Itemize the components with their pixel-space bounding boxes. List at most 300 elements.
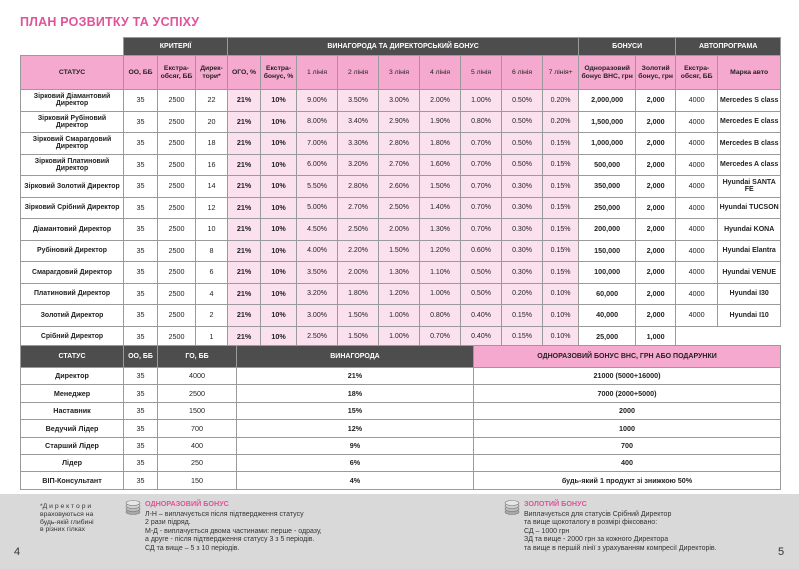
line-3-cell: 2.00% — [379, 219, 420, 241]
line-4-cell: 1.20% — [420, 240, 461, 262]
one-time-bonus-cell: 1,000,000 — [579, 133, 636, 155]
status-cell: ВІП-Консультант — [21, 472, 124, 489]
one-time-bonus-cell: 250,000 — [579, 197, 636, 219]
line-5-cell: 0.80% — [461, 111, 502, 133]
car-brand-cell: Hyundai Elantra — [718, 240, 781, 262]
line-6-cell: 0.15% — [502, 326, 543, 348]
status-reward-table — [20, 345, 781, 490]
ogo-cell: 21% — [228, 326, 261, 348]
line-6-cell: 0.50% — [502, 90, 543, 112]
bottom-header-one-time-bonus: ОДНОРАЗОВИЙ БОНУС ВНС, ГРН АБО ПОДАРУНКИ — [474, 346, 781, 368]
oo-cell: 35 — [124, 420, 158, 437]
one-time-line: а друге - після підтвердження статусу 3 з 5 періодів. — [145, 536, 315, 544]
status-cell: Зірковий Рубіновий Директор — [21, 111, 124, 133]
line-1-cell: 4.50% — [297, 219, 338, 241]
status-cell: Смарагдовий Директор — [21, 262, 124, 284]
table-row — [21, 283, 781, 305]
one-time-bonus-title: ОДНОРАЗОВИЙ БОНУС — [145, 499, 229, 508]
extra-bonus-cell: 10% — [261, 90, 297, 112]
line-7-cell: 0.20% — [543, 111, 579, 133]
line-2-cell: 3.50% — [338, 90, 379, 112]
table-row — [21, 154, 781, 176]
ogo-cell: 21% — [228, 133, 261, 155]
extra-volume-cell: 2500 — [158, 219, 196, 241]
table-row — [21, 472, 781, 489]
directors-cell: 16 — [196, 154, 228, 176]
one-time-line: М-Д - виплачується двома частинами: перше - одразу, — [145, 527, 322, 535]
extra-volume-cell: 2500 — [158, 240, 196, 262]
line-3-cell: 1.00% — [379, 305, 420, 327]
extra-volume-cell: 2500 — [158, 283, 196, 305]
extra-bonus-cell: 10% — [261, 133, 297, 155]
gold-line: та вище щокоталогу в розмірі фіксовано: — [524, 519, 658, 527]
one-time-bonus-cell: 2,000,000 — [579, 90, 636, 112]
oo-cell: 35 — [124, 262, 158, 284]
coins-icon — [503, 498, 521, 516]
line-5-cell: 0.60% — [461, 240, 502, 262]
line-3-cell: 1.50% — [379, 240, 420, 262]
line-6-cell: 0.50% — [502, 111, 543, 133]
status-cell: Золотий Директор — [21, 305, 124, 327]
header-extra-volume: Екстра-обсяг, ББ — [158, 56, 196, 90]
one-time-bonus-cell: 25,000 — [579, 326, 636, 348]
oo-cell: 35 — [124, 385, 158, 402]
one-time-bonus-cell: 1000 — [474, 420, 781, 437]
one-time-line: Л-Н – виплачується після підтвердження статусу — [145, 510, 304, 518]
line-5-cell: 0.70% — [461, 219, 502, 241]
line-1-cell: 3.20% — [297, 283, 338, 305]
line-7-cell: 0.15% — [543, 262, 579, 284]
directors-cell: 20 — [196, 111, 228, 133]
one-time-line: СД та вище – 5 з 10 періодів. — [145, 544, 240, 552]
status-cell: Лідер — [21, 454, 124, 471]
auto-extra-cell: 4000 — [676, 90, 718, 112]
group-bonuses: БОНУСИ — [579, 38, 676, 56]
extra-volume-cell: 2500 — [158, 133, 196, 155]
table-row — [21, 420, 781, 437]
footnote-line: враховуються на — [40, 510, 94, 518]
line-1-cell: 3.50% — [297, 262, 338, 284]
line-4-cell: 2.00% — [420, 90, 461, 112]
line-7-cell: 0.10% — [543, 305, 579, 327]
auto-extra-cell: 4000 — [676, 305, 718, 327]
header-line-7: 7 лінія+ — [543, 56, 579, 90]
oo-cell: 35 — [124, 402, 158, 419]
extra-volume-cell: 2500 — [158, 176, 196, 198]
corner-blank — [21, 38, 124, 56]
header-status: СТАТУС — [21, 56, 124, 90]
line-7-cell: 0.20% — [543, 90, 579, 112]
gold-bonus-cell: 2,000 — [636, 133, 676, 155]
directors-cell: 10 — [196, 219, 228, 241]
line-4-cell: 1.90% — [420, 111, 461, 133]
line-4-cell: 0.70% — [420, 326, 461, 348]
header-directors: Дирек-тори* — [196, 56, 228, 90]
extra-volume-cell: 2500 — [158, 111, 196, 133]
extra-bonus-cell: 10% — [261, 154, 297, 176]
table-row — [21, 176, 781, 198]
gold-line: ЗД та вище - 2000 грн за кожного Директора — [524, 536, 669, 544]
gold-bonus-cell: 1,000 — [636, 326, 676, 348]
line-7-cell: 0.15% — [543, 219, 579, 241]
bottom-header-go: ГО, ББ — [158, 346, 237, 368]
group-criteria: КРИТЕРІЇ — [124, 38, 228, 56]
header-extra-bonus: Екстра-бонус, % — [261, 56, 297, 90]
extra-bonus-cell: 10% — [261, 219, 297, 241]
bottom-header-reward: ВИНАГОРОДА — [237, 346, 474, 368]
line-1-cell: 5.00% — [297, 197, 338, 219]
status-cell: Зірковий Діамантовий Директор — [21, 90, 124, 112]
line-2-cell: 3.40% — [338, 111, 379, 133]
line-4-cell: 1.80% — [420, 133, 461, 155]
table-row — [21, 90, 781, 112]
footnote-line: в різних гілках — [40, 526, 85, 534]
go-cell: 1500 — [158, 402, 237, 419]
reward-cell: 15% — [237, 402, 474, 419]
gold-line: та вище в першій лінії з урахуванням компресії Директорів. — [524, 544, 717, 552]
extra-bonus-cell: 10% — [261, 111, 297, 133]
line-2-cell: 2.80% — [338, 176, 379, 198]
line-6-cell: 0.30% — [502, 240, 543, 262]
header-line-5: 5 лінія — [461, 56, 502, 90]
directors-cell: 14 — [196, 176, 228, 198]
auto-extra-cell: 4000 — [676, 197, 718, 219]
line-6-cell: 0.30% — [502, 176, 543, 198]
ogo-cell: 21% — [228, 262, 261, 284]
line-5-cell: 0.70% — [461, 197, 502, 219]
directors-cell: 2 — [196, 305, 228, 327]
extra-volume-cell: 2500 — [158, 326, 196, 348]
gold-bonus-cell: 2,000 — [636, 111, 676, 133]
line-3-cell: 2.80% — [379, 133, 420, 155]
oo-cell: 35 — [124, 437, 158, 454]
one-time-bonus-cell: 2000 — [474, 402, 781, 419]
ogo-cell: 21% — [228, 197, 261, 219]
line-3-cell: 1.00% — [379, 326, 420, 348]
line-3-cell: 2.70% — [379, 154, 420, 176]
auto-extra-cell: 4000 — [676, 154, 718, 176]
extra-bonus-cell: 10% — [261, 176, 297, 198]
gold-bonus-cell: 2,000 — [636, 90, 676, 112]
ogo-cell: 21% — [228, 111, 261, 133]
oo-cell: 35 — [124, 240, 158, 262]
directors-cell: 18 — [196, 133, 228, 155]
oo-cell: 35 — [124, 90, 158, 112]
oo-cell: 35 — [124, 154, 158, 176]
line-6-cell: 0.30% — [502, 197, 543, 219]
line-1-cell: 7.00% — [297, 133, 338, 155]
line-7-cell: 0.15% — [543, 133, 579, 155]
one-time-bonus-cell: 1,500,000 — [579, 111, 636, 133]
reward-cell: 4% — [237, 472, 474, 489]
header-line-3: 3 лінія — [379, 56, 420, 90]
auto-extra-cell: 4000 — [676, 219, 718, 241]
line-2-cell: 3.20% — [338, 154, 379, 176]
car-brand-cell: Hyundai VENUE — [718, 262, 781, 284]
oo-cell: 35 — [124, 176, 158, 198]
bottom-header-oo: ОО, ББ — [124, 346, 158, 368]
gold-bonus-cell: 2,000 — [636, 197, 676, 219]
car-brand-cell: Hyundai I30 — [718, 283, 781, 305]
gold-bonus-cell: 2,000 — [636, 305, 676, 327]
line-1-cell: 4.00% — [297, 240, 338, 262]
extra-volume-cell: 2500 — [158, 305, 196, 327]
line-5-cell: 0.40% — [461, 326, 502, 348]
table-row — [21, 402, 781, 419]
oo-cell: 35 — [124, 283, 158, 305]
oo-cell: 35 — [124, 219, 158, 241]
one-time-bonus-cell: будь-який 1 продукт зі знижкою 50% — [474, 472, 781, 489]
header-line-6: 6 лінія — [502, 56, 543, 90]
extra-bonus-cell: 10% — [261, 197, 297, 219]
one-time-bonus-cell: 200,000 — [579, 219, 636, 241]
header-ogo: ОГО, % — [228, 56, 261, 90]
table-row — [21, 197, 781, 219]
one-time-bonus-cell: 150,000 — [579, 240, 636, 262]
reward-cell: 21% — [237, 368, 474, 385]
line-2-cell: 2.00% — [338, 262, 379, 284]
line-6-cell: 0.50% — [502, 133, 543, 155]
line-7-cell: 0.10% — [543, 326, 579, 348]
line-7-cell: 0.15% — [543, 240, 579, 262]
line-1-cell: 8.00% — [297, 111, 338, 133]
line-4-cell: 1.10% — [420, 262, 461, 284]
reward-cell: 18% — [237, 385, 474, 402]
line-2-cell: 2.20% — [338, 240, 379, 262]
ogo-cell: 21% — [228, 219, 261, 241]
ogo-cell: 21% — [228, 283, 261, 305]
directors-footnote — [40, 503, 110, 534]
line-4-cell: 1.00% — [420, 283, 461, 305]
status-cell: Срібний Директор — [21, 326, 124, 348]
car-brand-cell: Hyundai KONA — [718, 219, 781, 241]
oo-cell: 35 — [124, 111, 158, 133]
gold-bonus-cell: 2,000 — [636, 240, 676, 262]
auto-extra-cell: 4000 — [676, 111, 718, 133]
line-2-cell: 2.50% — [338, 219, 379, 241]
line-5-cell: 0.70% — [461, 133, 502, 155]
line-7-cell: 0.15% — [543, 197, 579, 219]
line-7-cell: 0.15% — [543, 154, 579, 176]
status-cell: Зірковий Золотий Директор — [21, 176, 124, 198]
extra-volume-cell: 2500 — [158, 197, 196, 219]
coins-icon — [124, 498, 142, 516]
page-number-right: 5 — [778, 546, 785, 558]
table-row — [21, 305, 781, 327]
line-3-cell: 2.50% — [379, 197, 420, 219]
one-time-bonus-cell: 500,000 — [579, 154, 636, 176]
one-time-bonus-cell: 350,000 — [579, 176, 636, 198]
gold-line: Виплачується для статусів Срібний Директор — [524, 510, 672, 518]
page-title: ПЛАН РОЗВИТКУ ТА УСПІХУ — [20, 15, 200, 29]
oo-cell: 35 — [124, 454, 158, 471]
status-cell: Діамантовий Директор — [21, 219, 124, 241]
line-1-cell: 2.50% — [297, 326, 338, 348]
one-time-bonus-note — [145, 500, 322, 553]
line-2-cell: 3.30% — [338, 133, 379, 155]
line-4-cell: 1.60% — [420, 154, 461, 176]
line-6-cell: 0.15% — [502, 305, 543, 327]
line-6-cell: 0.30% — [502, 262, 543, 284]
line-6-cell: 0.50% — [502, 154, 543, 176]
car-brand-cell: Mercedes S class — [718, 90, 781, 112]
status-cell: Директор — [21, 368, 124, 385]
car-brand-cell: Mercedes E class — [718, 111, 781, 133]
line-2-cell: 1.80% — [338, 283, 379, 305]
gold-bonus-cell: 2,000 — [636, 262, 676, 284]
footnote-line: будь-якій глибині — [40, 518, 94, 526]
one-time-bonus-cell: 40,000 — [579, 305, 636, 327]
extra-bonus-cell: 10% — [261, 240, 297, 262]
ogo-cell: 21% — [228, 154, 261, 176]
line-1-cell: 9.00% — [297, 90, 338, 112]
go-cell: 2500 — [158, 385, 237, 402]
oo-cell: 35 — [124, 472, 158, 489]
line-4-cell: 1.50% — [420, 176, 461, 198]
one-time-bonus-cell: 21000 (5000+16000) — [474, 368, 781, 385]
line-6-cell: 0.30% — [502, 219, 543, 241]
status-cell: Зірковий Срібний Директор — [21, 197, 124, 219]
extra-volume-cell: 2500 — [158, 90, 196, 112]
line-6-cell: 0.20% — [502, 283, 543, 305]
table-row — [21, 368, 781, 385]
one-time-line: 2 рази підряд. — [145, 519, 191, 527]
directors-cell: 1 — [196, 326, 228, 348]
table-row — [21, 111, 781, 133]
header-line-4: 4 лінія — [420, 56, 461, 90]
reward-cell: 9% — [237, 437, 474, 454]
ogo-cell: 21% — [228, 90, 261, 112]
status-cell: Рубіновий Директор — [21, 240, 124, 262]
bottom-header-status: СТАТУС — [21, 346, 124, 368]
header-one-time-bonus: Одноразовий бонус ВНС, грн — [579, 56, 636, 90]
one-time-bonus-cell: 700 — [474, 437, 781, 454]
car-brand-cell: Mercedes A class — [718, 154, 781, 176]
go-cell: 150 — [158, 472, 237, 489]
line-3-cell: 2.90% — [379, 111, 420, 133]
line-5-cell: 0.40% — [461, 305, 502, 327]
oo-cell: 35 — [124, 133, 158, 155]
directors-cell: 4 — [196, 283, 228, 305]
group-reward-bonus: ВИНАГОРОДА ТА ДИРЕКТОРСЬКИЙ БОНУС — [228, 38, 579, 56]
line-2-cell: 2.70% — [338, 197, 379, 219]
line-1-cell: 5.50% — [297, 176, 338, 198]
one-time-bonus-cell: 60,000 — [579, 283, 636, 305]
extra-bonus-cell: 10% — [261, 262, 297, 284]
header-car-brand: Марка авто — [718, 56, 781, 90]
extra-bonus-cell: 10% — [261, 283, 297, 305]
car-brand-cell: Hyundai I10 — [718, 305, 781, 327]
extra-volume-cell: 2500 — [158, 262, 196, 284]
development-plan-table — [20, 37, 781, 348]
line-4-cell: 1.40% — [420, 197, 461, 219]
go-cell: 4000 — [158, 368, 237, 385]
table-row — [21, 454, 781, 471]
gold-bonus-cell: 2,000 — [636, 283, 676, 305]
line-5-cell: 0.70% — [461, 176, 502, 198]
table-row — [21, 240, 781, 262]
status-cell: Менеджер — [21, 385, 124, 402]
status-cell: Старший Лідер — [21, 437, 124, 454]
reward-cell: 12% — [237, 420, 474, 437]
reward-cell: 6% — [237, 454, 474, 471]
page-number-left: 4 — [14, 546, 21, 558]
table-row — [21, 437, 781, 454]
oo-cell: 35 — [124, 326, 158, 348]
line-4-cell: 0.80% — [420, 305, 461, 327]
line-3-cell: 2.60% — [379, 176, 420, 198]
one-time-bonus-cell: 400 — [474, 454, 781, 471]
directors-cell: 6 — [196, 262, 228, 284]
table-row — [21, 133, 781, 155]
gold-bonus-cell: 2,000 — [636, 154, 676, 176]
go-cell: 700 — [158, 420, 237, 437]
directors-cell: 8 — [196, 240, 228, 262]
ogo-cell: 21% — [228, 240, 261, 262]
line-5-cell: 0.70% — [461, 154, 502, 176]
line-3-cell: 1.20% — [379, 283, 420, 305]
car-brand-cell: Hyundai TUCSON — [718, 197, 781, 219]
ogo-cell: 21% — [228, 305, 261, 327]
line-3-cell: 3.00% — [379, 90, 420, 112]
go-cell: 250 — [158, 454, 237, 471]
gold-bonus-cell: 2,000 — [636, 176, 676, 198]
header-gold-bonus: Золотий бонус, грн — [636, 56, 676, 90]
line-5-cell: 1.00% — [461, 90, 502, 112]
line-3-cell: 1.30% — [379, 262, 420, 284]
status-cell: Наставник — [21, 402, 124, 419]
line-1-cell: 6.00% — [297, 154, 338, 176]
line-5-cell: 0.50% — [461, 262, 502, 284]
group-autoprogram: АВТОПРОГРАМА — [676, 38, 781, 56]
oo-cell: 35 — [124, 368, 158, 385]
auto-extra-cell: 4000 — [676, 133, 718, 155]
gold-bonus-note — [524, 500, 717, 553]
table-row — [21, 385, 781, 402]
directors-cell: 22 — [196, 90, 228, 112]
auto-extra-cell: 4000 — [676, 262, 718, 284]
status-cell: Ведучий Лідер — [21, 420, 124, 437]
directors-cell: 12 — [196, 197, 228, 219]
extra-volume-cell: 2500 — [158, 154, 196, 176]
extra-bonus-cell: 10% — [261, 305, 297, 327]
car-brand-cell: Hyundai SANTA FE — [718, 176, 781, 198]
car-brand-cell: Mercedes B class — [718, 133, 781, 155]
line-2-cell: 1.50% — [338, 326, 379, 348]
gold-bonus-cell: 2,000 — [636, 219, 676, 241]
header-auto-extra: Екстра-обсяг, ББ — [676, 56, 718, 90]
status-cell: Платиновий Директор — [21, 283, 124, 305]
auto-extra-cell: 4000 — [676, 240, 718, 262]
line-7-cell: 0.15% — [543, 176, 579, 198]
status-cell: Зірковий Смарагдовий Директор — [21, 133, 124, 155]
one-time-bonus-cell: 7000 (2000+5000) — [474, 385, 781, 402]
line-4-cell: 1.30% — [420, 219, 461, 241]
status-cell: Зірковий Платиновий Директор — [21, 154, 124, 176]
line-1-cell: 3.00% — [297, 305, 338, 327]
header-line-1: 1 лінія — [297, 56, 338, 90]
footnote-line: *Д и р е к т о р и — [40, 503, 92, 510]
line-7-cell: 0.10% — [543, 283, 579, 305]
oo-cell: 35 — [124, 197, 158, 219]
footer-notes — [0, 494, 799, 569]
header-oo: ОО, ББ — [124, 56, 158, 90]
line-5-cell: 0.50% — [461, 283, 502, 305]
table-row — [21, 262, 781, 284]
extra-bonus-cell: 10% — [261, 326, 297, 348]
ogo-cell: 21% — [228, 176, 261, 198]
gold-bonus-title: ЗОЛОТИЙ БОНУС — [524, 499, 587, 508]
